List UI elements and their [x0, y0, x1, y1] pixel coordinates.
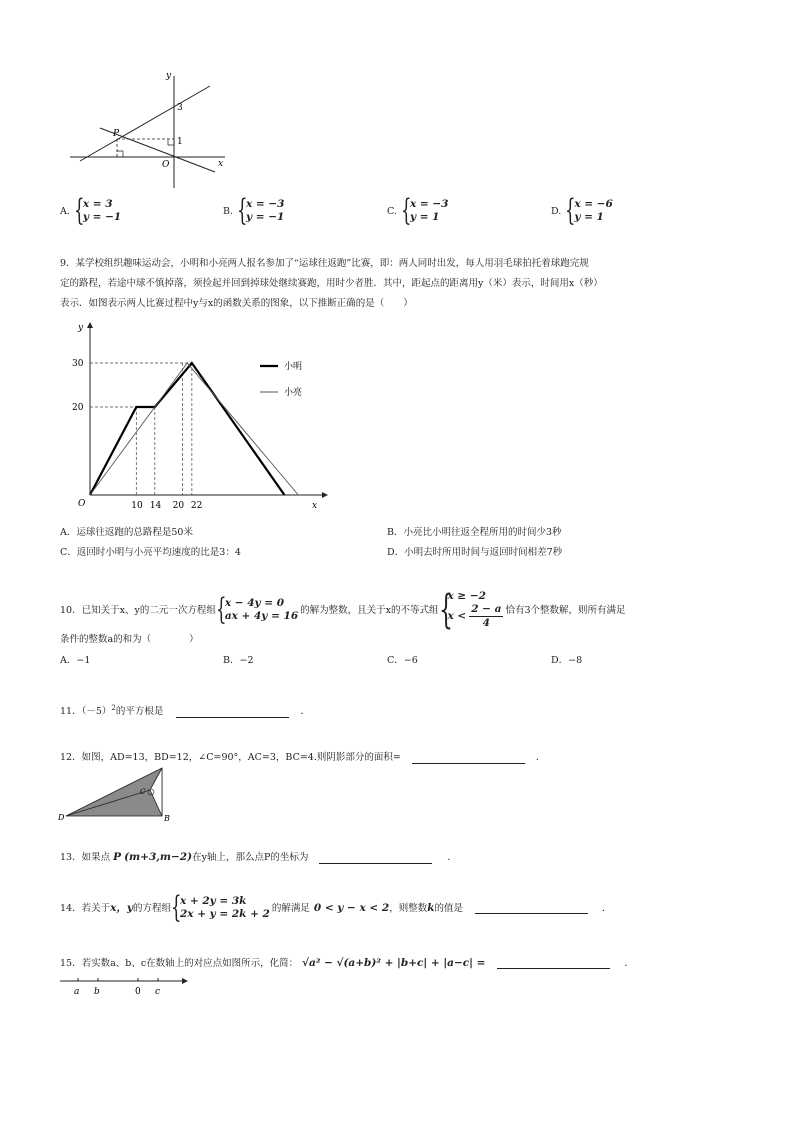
option-label: B.: [223, 205, 234, 217]
q13-end: ．: [447, 852, 457, 863]
q15-end: ．: [624, 958, 634, 969]
series-line-xiaoliang: [90, 363, 298, 495]
q8-point-label: P: [113, 129, 120, 139]
q8-option-a-line1: x = 3: [82, 198, 113, 210]
q8-tick-1: 1: [177, 137, 183, 147]
q14-sys-line1: x + 2y = 3k: [179, 895, 247, 907]
q8-option-b[interactable]: B. { x = −3 y = −1: [223, 193, 285, 228]
q10-option-c[interactable]: C．−6: [387, 655, 418, 666]
q11-sup: 2: [111, 704, 116, 712]
q15-label-b: b: [94, 987, 100, 997]
q15-label-0: 0: [135, 987, 141, 997]
q9-stem-line1: 9．某学校组织趣味运动会，小明和小亮两人报名参加了“运球往返跑”比赛，即：两人同时出发，每人用羽毛球拍托着球跑完规: [60, 258, 589, 269]
x-axis-arrow: [322, 492, 328, 498]
q8-option-d-line1: x = −6: [574, 198, 613, 210]
q8-figure: [60, 66, 240, 191]
q15-expr: √a² − √(a+b)² + |b+c| + |a−c| =: [302, 957, 486, 969]
q10-sys2-line1: x ≥ −2: [447, 590, 486, 602]
q8-origin-label: O: [162, 160, 170, 170]
q10-sys1-line1: x − 4y = 0: [224, 597, 285, 609]
legend-label-xiaoming: 小明: [284, 362, 303, 372]
q15-stem: [60, 957, 634, 970]
q14-k: k: [427, 901, 435, 914]
q12-text: 12．如图，AD=13，BD=12，∠C=90°，AC=3，BC=4.则阴影部分的面积=: [60, 752, 401, 763]
q10-option-d[interactable]: D．−8: [551, 655, 583, 666]
q11-text: 11．（－5）: [60, 706, 112, 718]
q12-label-c: C: [140, 788, 146, 796]
q9-option-b[interactable]: B．小亮比小明往返全程所用的时间少3秒: [387, 527, 562, 538]
q8-option-a-line2: y = −1: [82, 211, 122, 223]
y-axis-label: y: [78, 323, 84, 333]
q11-stem: [60, 702, 310, 718]
q8-option-d[interactable]: D. { x = −6 y = 1: [551, 193, 613, 228]
y-tick-label: 30: [72, 359, 84, 369]
legend-label-xiaoliang: 小亮: [284, 388, 303, 398]
q10-frac-num: 2 − a: [471, 603, 502, 615]
q10-frac-den: 4: [482, 617, 490, 629]
y-tick-label: 20: [72, 403, 84, 413]
q9-option-a[interactable]: A．运球往返跑的总路程是50米: [60, 527, 193, 538]
q14-stem: 14．若关于 x，y 的方程组 { x + 2y = 3k 2x + y = 2k + 2 的解满足 0 < y − x < 2 ，则整数 k 的值是 ．: [60, 890, 612, 925]
q14-answer-blank[interactable]: [475, 903, 588, 914]
q8-option-d-line2: y = 1: [574, 211, 604, 223]
q9-option-d[interactable]: D．小明去时所用时间与返回时间相差7秒: [387, 547, 563, 558]
q14-mid1: 的方程组: [132, 902, 171, 914]
x-tick-label: 22: [190, 501, 203, 511]
q13-stem: [60, 851, 457, 864]
q8-option-c-line2: y = 1: [409, 211, 440, 223]
q12-stem: [60, 751, 545, 764]
q8-option-c-line1: x = −3: [409, 198, 449, 210]
q14-ineq: 0 < y − x < 2: [313, 901, 390, 914]
q13-answer-blank[interactable]: [319, 853, 432, 864]
q9-stem-line2: 定的路程，若途中球不慎掉落，须捡起并回到掉球处继续赛跑，用时少者胜．其中，距起点的距离用y（米）表示，时间用x（秒）: [60, 278, 603, 289]
q15-number-line: [58, 973, 193, 999]
q15-label-c: c: [155, 987, 161, 997]
q8-option-b-line1: x = −3: [246, 198, 285, 210]
q10-suffix: 恰有3个整数解，则所有满足: [505, 604, 626, 616]
q11-answer-blank[interactable]: [176, 707, 289, 718]
option-label: D.: [551, 205, 562, 217]
q10-option-b[interactable]: B．−2: [223, 655, 254, 666]
q8-option-c[interactable]: C. { x = −3 y = 1: [387, 193, 449, 228]
q12-label-b: B: [164, 814, 170, 823]
q9-stem-line3: 表示．如图表示两人比赛过程中y与x的函数关系的图象，以下推断正确的是（ ）: [60, 298, 413, 309]
x-tick-label: 14: [149, 501, 162, 511]
q8-y-label: y: [166, 71, 172, 81]
q11-end: ．: [300, 706, 310, 718]
q13-pre: 13．如果点: [60, 852, 111, 863]
option-label: C.: [387, 205, 397, 217]
q10-stem-line2: 条件的整数a的和为（ ）: [60, 634, 199, 645]
q13-point: P: [113, 851, 122, 863]
q14-mid3: ，则整数: [389, 902, 428, 914]
q10-middle: 的解为整数，且关于x的不等式组: [300, 604, 439, 616]
y-axis-arrow: [87, 322, 93, 328]
q11-rest: 的平方根是: [115, 706, 164, 718]
origin-label: O: [78, 499, 86, 509]
q10-stem: 10．已知关于x、y的二元一次方程组 { x − 4y = 0 ax + 4y = 16 的解为整数，且关于x的不等式组 { x ≥ −2 x < $\frac{2 - a}{4}$ 恰有3个整数解，则所有满足: [60, 587, 626, 633]
option-label: A.: [60, 205, 70, 217]
x-tick-label: 10: [131, 501, 143, 511]
q14-end: ．: [602, 902, 612, 914]
q8-option-b-line2: y = −1: [246, 211, 285, 223]
q13-mid: 在y轴上，那么点P的坐标为: [192, 852, 309, 863]
q12-label-d: D: [58, 813, 65, 822]
x-axis-label: x: [312, 501, 318, 511]
q15-answer-blank[interactable]: [497, 958, 610, 969]
q12-figure: [58, 764, 178, 824]
q10-option-a[interactable]: A．−1: [60, 655, 91, 666]
q10-sys2-line2-pre: x <: [447, 610, 467, 622]
x-tick-label: 20: [172, 501, 185, 511]
q13-coords: (m+3,m−2): [124, 851, 193, 863]
q14-mid2: 的解满足: [271, 902, 310, 914]
q14-sys-line2: 2x + y = 2k + 2: [179, 908, 270, 920]
q8-x-label: x: [218, 159, 224, 169]
q8-tick-3: 3: [177, 103, 183, 113]
q9-option-c[interactable]: C．返回时小明与小亮平均速度的比是3：4: [60, 547, 241, 558]
q12-end: ．: [535, 752, 546, 763]
q10-sys1-line2: ax + 4y = 16: [224, 610, 299, 622]
q10-prefix: 10．已知关于x、y的二元一次方程组: [60, 604, 216, 616]
q9-chart: [60, 318, 340, 516]
series-line-xiaoming: [90, 363, 284, 495]
q12-answer-blank[interactable]: [412, 753, 525, 764]
q8-option-a[interactable]: A. { x = 3 y = −1: [60, 193, 122, 228]
q14-mid4: 的值是: [434, 902, 464, 914]
q14-vars: x，y: [110, 901, 133, 914]
q15-label-a: a: [74, 987, 80, 997]
q15-pre: 15．若实数a、b、c在数轴上的对应点如图所示，化简：: [60, 958, 299, 969]
q14-pre: 14．若关于: [60, 902, 111, 914]
